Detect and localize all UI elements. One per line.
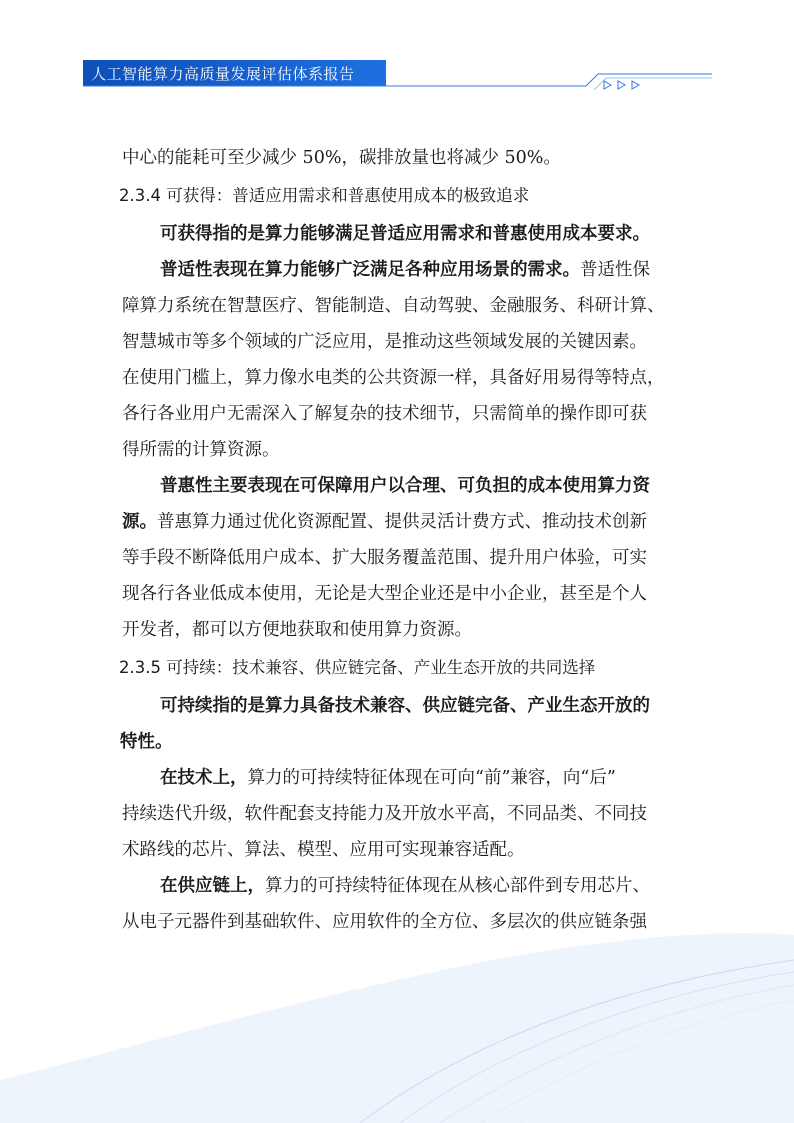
text-line: 障算力系统在智慧医疗、智能制造、自动驾驶、金融服务、科研计算、 bbox=[122, 296, 665, 316]
section-heading-2-3-5: 2.3.5 可持续：技术兼容、供应链完备、产业生态开放的共同选择 bbox=[119, 658, 596, 677]
text-run: 普适性保 bbox=[580, 260, 650, 280]
arrow-icon bbox=[604, 81, 611, 89]
text-line: 现各行各业低成本使用，无论是大型企业还是中小企业，甚至是个人 bbox=[122, 584, 647, 604]
text-run: 普惠算力通过优化资源配置、提供灵活计费方式、推动技术创新 bbox=[157, 512, 647, 532]
text-line: 普惠性主要表现在可保障用户以合理、可负担的成本使用算力资 bbox=[160, 476, 650, 496]
text-line: 开发者，都可以方便地获取和使用算力资源。 bbox=[122, 620, 472, 640]
header-rule-decoration bbox=[0, 0, 794, 120]
text-line: 术路线的芯片、算法、模型、应用可实现兼容适配。 bbox=[122, 840, 525, 860]
paragraph-definition-sustainable bbox=[122, 688, 682, 760]
text-line: 持续迭代升级，软件配套支持能力及开放水平高，不同品类、不同技 bbox=[122, 804, 647, 824]
text-line: 智慧城市等多个领域的广泛应用，是推动这些领域发展的关键因素。 bbox=[122, 332, 647, 352]
text-line bbox=[122, 760, 682, 796]
text-line: 得所需的计算资源。 bbox=[122, 440, 280, 460]
text-line bbox=[122, 504, 682, 540]
text-line: 特性。 bbox=[120, 732, 173, 752]
paragraph-inclusiveness bbox=[122, 468, 682, 648]
text-line: 各行各业用户无需深入了解复杂的技术细节，只需简单的操作即可获 bbox=[122, 404, 647, 424]
text-line: 可获得指的是算力能够满足普适应用需求和普惠使用成本要求。 bbox=[160, 224, 650, 244]
text-line bbox=[122, 252, 682, 288]
paragraph-universality bbox=[122, 252, 682, 468]
text-line: 在使用门槛上，算力像水电类的公共资源一样，具备好用易得等特点， bbox=[122, 368, 665, 388]
text-run: 算力的可持续特征体现在从核心部件到专用芯片、 bbox=[265, 876, 650, 896]
bold-lead: 在技术上， bbox=[160, 768, 248, 788]
page-body bbox=[119, 140, 682, 940]
text-run: 算力的可持续特征体现在可向“前”兼容，向“后” bbox=[247, 768, 616, 788]
text-line: 中心的能耗可至少减少 50%，碳排放量也将减少 50%。 bbox=[122, 148, 561, 168]
paragraph-technology bbox=[122, 760, 682, 868]
arrow-icon bbox=[618, 81, 625, 89]
bold-lead: 普适性表现在算力能够广泛满足各种应用场景的需求。 bbox=[160, 260, 580, 280]
bold-lead: 源。 bbox=[122, 512, 157, 532]
paragraph-supply-chain bbox=[122, 868, 682, 940]
bold-lead: 在供应链上， bbox=[160, 876, 265, 896]
text-line: 等手段不断降低用户成本、扩大服务覆盖范围、提升用户体验，可实 bbox=[122, 548, 647, 568]
paragraph-definition-accessible bbox=[122, 216, 682, 252]
report-title: 人工智能算力高质量发展评估体系报告 bbox=[91, 64, 355, 83]
text-line: 从电子元器件到基础软件、应用软件的全方位、多层次的供应链条强 bbox=[122, 912, 647, 932]
arrow-icon bbox=[632, 81, 639, 89]
text-line bbox=[122, 868, 682, 904]
paragraph-continued bbox=[122, 140, 682, 176]
section-heading-2-3-4: 2.3.4 可获得：普适应用需求和普惠使用成本的极致追求 bbox=[119, 186, 530, 205]
text-line: 可持续指的是算力具备技术兼容、供应链完备、产业生态开放的 bbox=[160, 696, 650, 716]
